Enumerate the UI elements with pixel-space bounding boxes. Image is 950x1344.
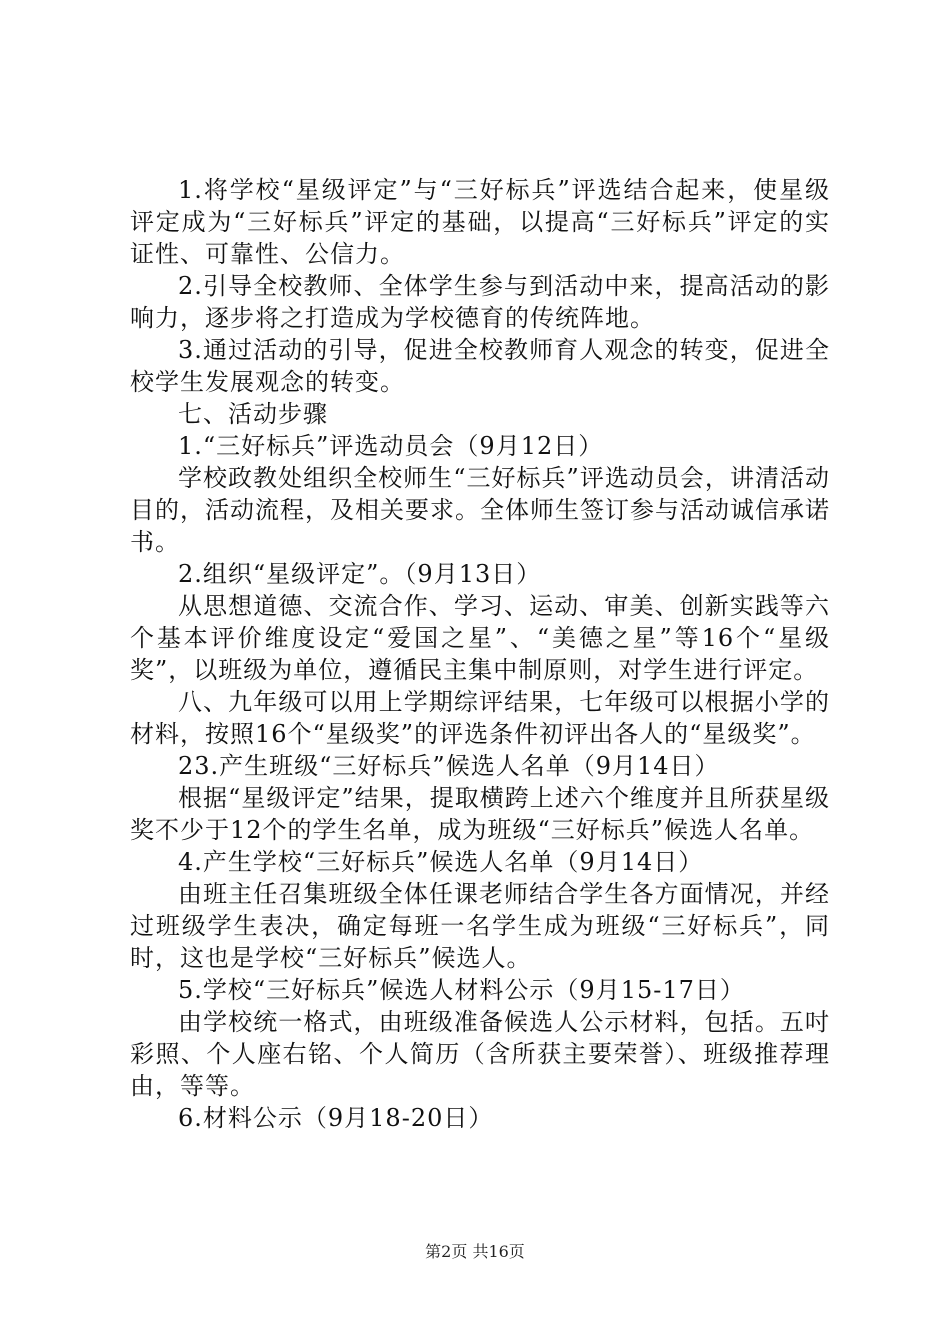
paragraph-goal-2: 2.引导全校教师、全体学生参与到活动中来，提高活动的影响力，逐步将之打造成为学校德育的传统阵地。 xyxy=(130,272,830,332)
paragraph-goal-1: 1.将学校“星级评定”与“三好标兵”评选结合起来，使星级评定成为“三好标兵”评定的基础，以提高“三好标兵”评定的实证性、可靠性、公信力。 xyxy=(130,176,830,268)
paragraph-step-4: 由班主任召集班级全体任课老师结合学生各方面情况，并经过班级学生表决，确定每班一名学生成为班级“三好标兵”，同时，这也是学校“三好标兵”候选人。 xyxy=(130,880,830,972)
step-heading-2: 2.组织“星级评定”。（9月13日） xyxy=(178,560,542,588)
section-heading-activity-steps: 七、活动步骤 xyxy=(178,400,328,428)
paragraph-goal-3: 3.通过活动的引导，促进全校教师育人观念的转变，促进全校学生发展观念的转变。 xyxy=(130,336,830,396)
paragraph-step-2-note: 八、九年级可以用上学期综评结果，七年级可以根据小学的材料，按照16个“星级奖”的评选条件初评出各人的“星级奖”。 xyxy=(130,688,830,748)
step-heading-1: 1.“三好标兵”评选动员会（9月12日） xyxy=(178,432,604,460)
paragraph-step-1: 学校政教处组织全校师生“三好标兵”评选动员会，讲清活动目的，活动流程，及相关要求。全体师生签订参与活动诚信承诺书。 xyxy=(130,464,830,556)
step-heading-4: 4.产生学校“三好标兵”候选人名单（9月14日） xyxy=(178,848,704,876)
step-heading-6: 6.材料公示（9月18-20日） xyxy=(178,1104,494,1132)
page-number-footer: 第2页 共16页 xyxy=(425,1242,525,1261)
paragraph-step-3: 根据“星级评定”结果，提取横跨上述六个维度并且所获星级奖不少于12个的学生名单，成为班级“三好标兵”候选人名单。 xyxy=(130,784,830,844)
step-heading-5: 5.学校“三好标兵”候选人材料公示（9月15-17日） xyxy=(178,976,745,1004)
paragraph-step-2: 从思想道德、交流合作、学习、运动、审美、创新实践等六个基本评价维度设定“爱国之星”、“美德之星”等16个“星级奖”，以班级为单位，遵循民主集中制原则，对学生进行评定。 xyxy=(130,592,830,684)
document-body xyxy=(130,174,830,1134)
step-heading-3: 23.产生班级“三好标兵”候选人名单（9月14日） xyxy=(178,752,720,780)
paragraph-step-5: 由学校统一格式，由班级准备候选人公示材料，包括。五吋彩照、个人座右铭、个人简历（含所获主要荣誉）、班级推荐理由，等等。 xyxy=(130,1008,830,1100)
